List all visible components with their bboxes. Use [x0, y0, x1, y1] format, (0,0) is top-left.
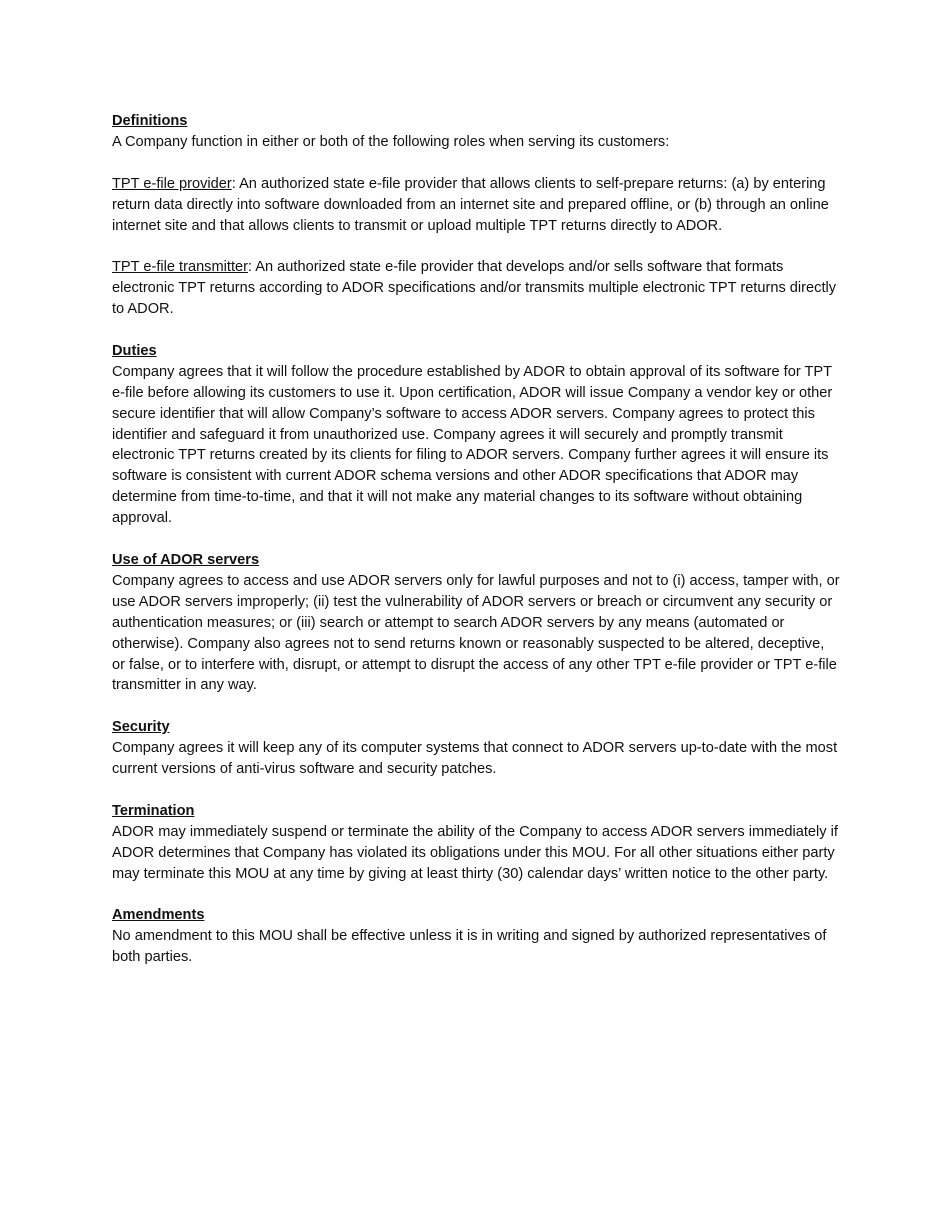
amendments-section: [112, 905, 840, 968]
security-heading: Security: [112, 719, 170, 736]
definitions-intro: A Company function in either or both of the following roles when serving its customers:: [112, 133, 670, 150]
servers-section: [112, 550, 840, 696]
provider-text: : An authorized state e-file provider that allows clients to self-prepare returns: (a) by entering return data directly into software downloaded from an internet site and prepared offline, or (b) through an online internet site and that allows clients to transmit or upload multiple TPT returns directly to ADOR.: [112, 175, 829, 234]
definitions-section: [112, 111, 840, 320]
termination-heading: Termination: [112, 802, 195, 819]
transmitter-text: : An authorized state e-file provider that develops and/or sells software that formats electronic TPT returns according to ADOR specifications and/or transmits multiple electronic TPT returns directly to ADOR.: [112, 259, 837, 318]
termination-section: [112, 801, 840, 885]
amendments-heading: Amendments: [112, 907, 205, 924]
servers-heading: Use of ADOR servers: [112, 551, 260, 568]
termination-text: ADOR may immediately suspend or terminate the ability of the Company to access ADOR servers immediately if ADOR determines that Company has violated its obligations under this MOU. For all other situations either party may terminate this MOU at any time by giving at least thirty (30) calendar days’ written notice to the other party.: [112, 823, 838, 882]
definitions-heading: Definitions: [112, 113, 188, 129]
security-section: [112, 717, 840, 780]
transmitter-definition: [112, 257, 840, 320]
amendments-text: No amendment to this MOU shall be effective unless it is in writing and signed by authorized representatives of both parties.: [112, 928, 827, 966]
servers-text: Company agrees to access and use ADOR servers only for lawful purposes and not to (i) access, tamper with, or use ADOR servers improperly; (ii) test the vulnerability of ADOR servers or breach or circumvent any security or authentication measures; or (iii) search or attempt to search ADOR servers by any means (automated or otherwise). Company also agrees not to send returns known or reasonably suspected to be altered, deceptive, or false, or to interfere with, disrupt, or attempt to disrupt the access of any other TPT e-file provider or TPT e-file transmitter in any way.: [112, 572, 840, 694]
provider-definition: [112, 174, 840, 237]
document-page: [112, 111, 840, 989]
duties-section: [112, 341, 840, 529]
security-text: Company agrees it will keep any of its computer systems that connect to ADOR servers up-to-date with the most current versions of anti-virus software and security patches.: [112, 740, 838, 778]
duties-text: Company agrees that it will follow the procedure established by ADOR to obtain approval of its software for TPT e-file before allowing its customers to use it. Upon certification, ADOR will issue Company a vendor key or other secure identifier that will allow Company’s software to access ADOR servers. Company agrees to protect this identifier and safeguard it from unauthorized use. Company agrees it will securely and promptly transmit electronic TPT returns created by its clients for filing to ADOR servers. Company further agrees it will ensure its software is consistent with current ADOR schema versions and other ADOR specifications that ADOR may determine from time-to-time, and that it will not make any material changes to its software without obtaining approval.: [112, 363, 833, 527]
transmitter-term: TPT e-file transmitter: [112, 259, 248, 276]
provider-term: TPT e-file provider: [112, 175, 232, 192]
duties-heading: Duties: [112, 342, 157, 359]
